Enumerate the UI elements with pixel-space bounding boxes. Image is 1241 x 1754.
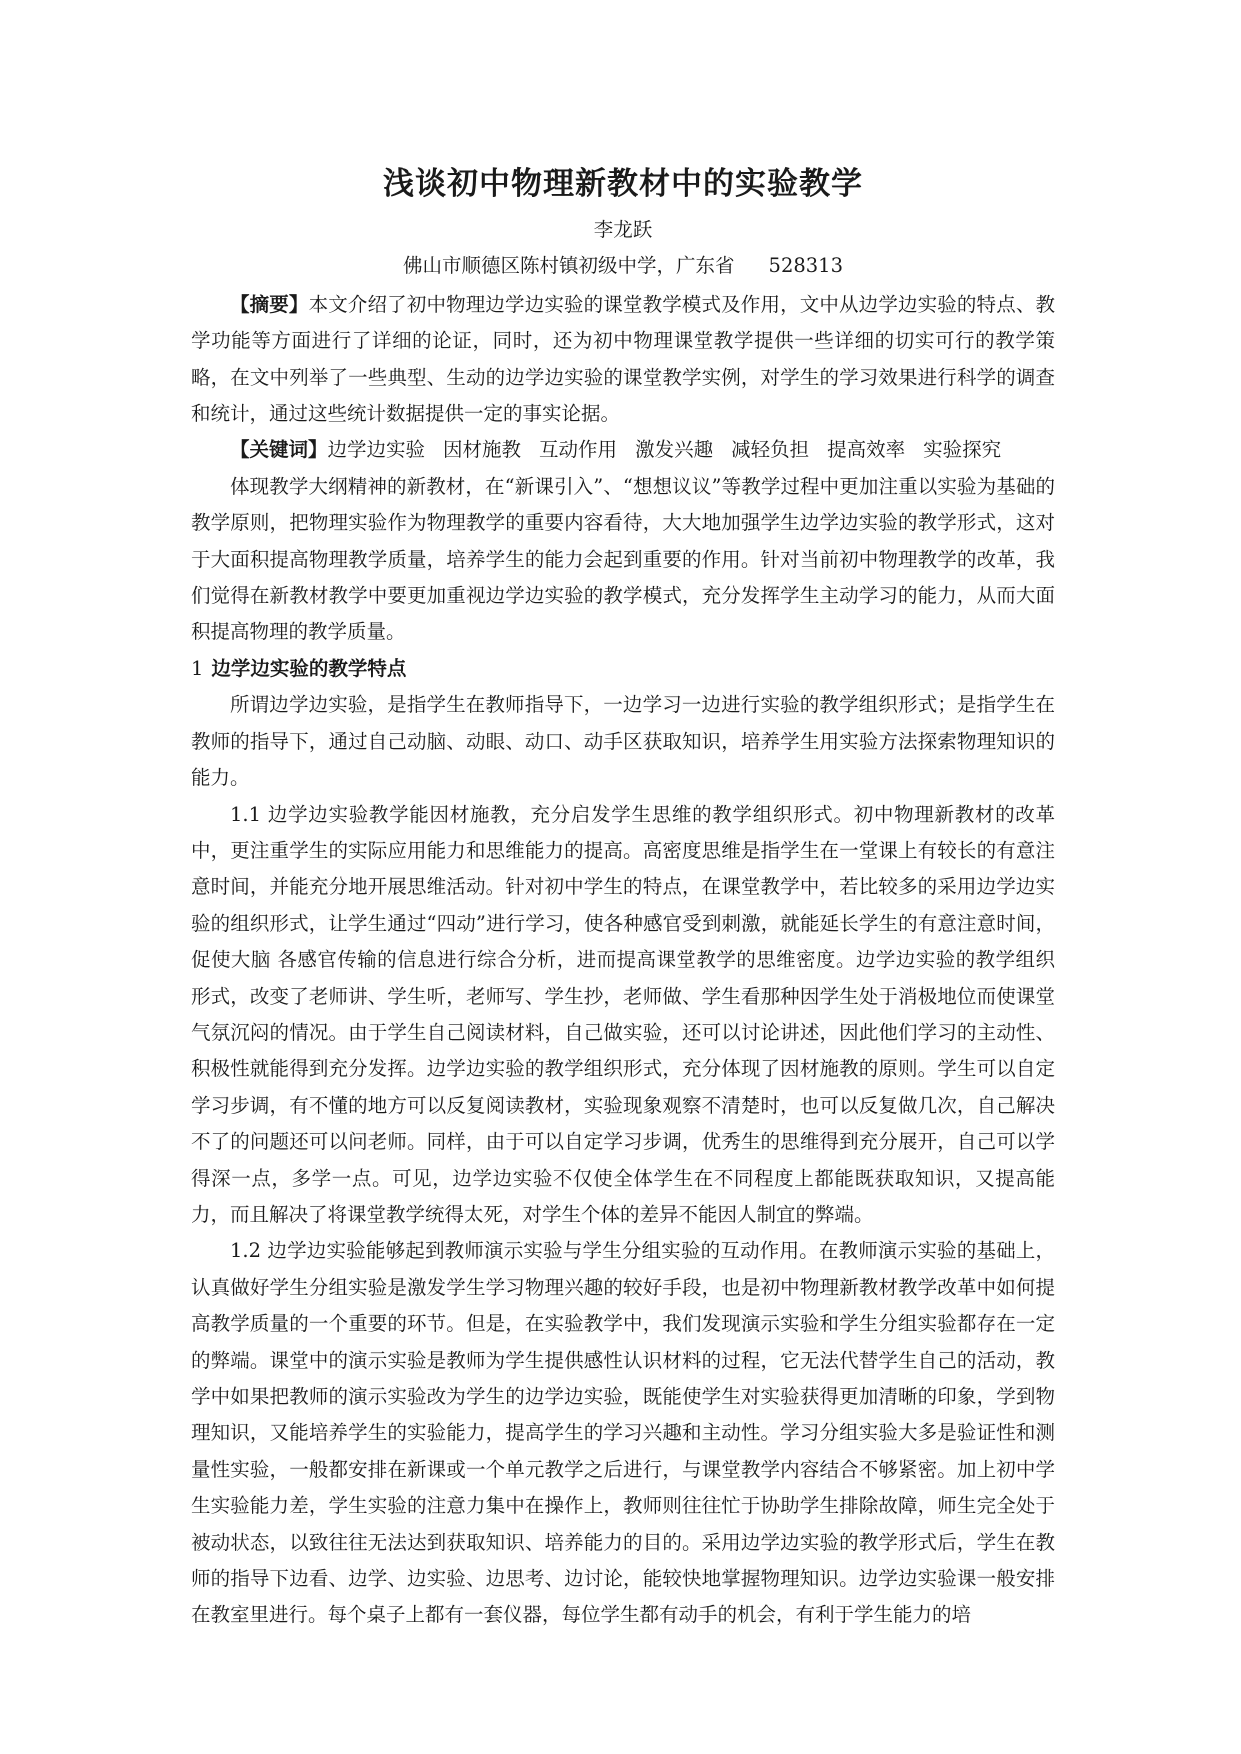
author-name: 李龙跃 — [593, 218, 653, 241]
subsection-1-2-paragraph: 1.2 边学边实验能够起到教师演示实验与学生分组实验的互动作用。在教师演示实验的基础上，认真做好学生分组实验是激发学生学习物理兴趣的较好手段，也是初中物理新教材教学改革中如何提高教学质量的一个重要的环节。但是，在实验教学中，我们发现演示实验和学生分组实验都存在一定的弊端。课堂中的演示实验是教师为学生提供感性认识材料的过程，它无法代替学生自己的活动，教学中如果把教师的演示实验改为学生的边学边实验，既能使学生对实验获得更加清晰的印象，学到物理知识，又能培养学生的实验能力，提高学生的学习兴趣和主动性。学习分组实验大多是验证性和测量性实验，一般都安排在新课或一个单元教学之后进行，与课堂教学内容结合不够紧密。加上初中学生实验能力差，学生实验的注意力集中在操作上，教师则往往忙于协助学生排除故障，师生完全处于被动状态，以致往往无法达到获取知识、培养能力的目的。采用边学边实验的教学形式后，学生在教师的指导下边看、边学、边实验、边思考、边讨论，能较快地掌握物理知识。边学边实验课一般安排在教室里进行。每个桌子上都有一套仪器，每位学生都有动手的机会，有利于学生能力的培 — [191, 1239, 1055, 1627]
intro-paragraph: 体现教学大纲精神的新教材，在“新课引入”、“想想议议”等教学过程中更加注重以实验为基础的教学原则，把物理实验作为物理教学的重要内容看待，大大地加强学生边学边实验的教学形式，这对于大面积提高物理教学质量，培养学生的能力会起到重要的作用。针对当前初中物理教学的改革，我们觉得在新教材教学中要更加重视边学边实验的教学模式，充分发挥学生主动学习的能力，从而大面积提高物理的教学质量。 — [191, 474, 1055, 644]
article-body — [191, 158, 1055, 1634]
abstract-paragraph — [191, 287, 1055, 433]
keyword-item: 提高效率 — [827, 438, 906, 462]
section-intro-paragraph: 所谓边学边实验，是指学生在教师指导下，一边学习一边进行实验的教学组织形式；是指学生在教师的指导下，通过自己动脑、动眼、动口、动手区获取知识，培养学生用实验方法探索物理知识的能力。 — [191, 693, 1055, 790]
abstract-label: 【摘要】 — [230, 292, 309, 316]
article-title: 浅谈初中物理新教材中的实验教学 — [383, 166, 863, 202]
keywords-label: 【关键词】 — [230, 438, 328, 462]
affiliation-postcode: 528313 — [768, 254, 843, 278]
keyword-item: 激发兴趣 — [635, 438, 714, 462]
keyword-item: 实验探究 — [923, 438, 1002, 462]
section-heading — [191, 651, 1055, 687]
section-number: 1 — [191, 656, 204, 680]
keyword-item: 互动作用 — [539, 438, 618, 462]
keywords-paragraph — [191, 432, 1055, 468]
abstract-text: 本文介绍了初中物理边学边实验的课堂教学模式及作用，文中从边学边实验的特点、教学功能等方面进行了详细的论证，同时，还为初中物理课堂教学提供一些详细的切实可行的教学策略，在文中列举了一些典型、生动的边学边实验的课堂教学实例，对学生的学习效果进行科学的调查和统计，通过这些统计数据提供一定的事实论据。 — [191, 292, 1055, 426]
keyword-item: 边学边实验 — [327, 438, 426, 462]
keyword-item: 减轻负担 — [731, 438, 810, 462]
section-title: 边学边实验的教学特点 — [211, 656, 407, 680]
author-affiliation — [191, 248, 1055, 284]
affiliation-name: 佛山市顺德区陈村镇初级中学，广东省 — [403, 254, 735, 278]
keyword-item: 因材施教 — [443, 438, 522, 462]
subsection-1-1-paragraph: 1.1 边学边实验教学能因材施教，充分启发学生思维的教学组织形式。初中物理新教材的改革中，更注重学生的实际应用能力和思维能力的提高。高密度思维是指学生在一堂课上有较长的有意注意时间，并能充分地开展思维活动。针对初中学生的特点，在课堂教学中，若比较多的采用边学边实验的组织形式，让学生通过“四动”进行学习，使各种感官受到刺激，就能延长学生的有意注意时间，促使大脑 各感官传输的信息进行综合分析，进而提高课堂教学的思维密度。边学边实验的教学组织形式，改变了老师讲、学生听，老师写、学生抄，老师做、学生看那种因学生处于消极地位而使课堂气氛沉闷的情况。由于学生自己阅读材料，自己做实验，还可以讨论讲述，因此他们学习的主动性、积极性就能得到充分发挥。边学边实验的教学组织形式，充分体现了因材施教的原则。学生可以自定学习步调，有不懂的地方可以反复阅读教材，实验现象观察不清楚时，也可以反复做几次，自己解决不了的问题还可以问老师。同样，由于可以自定学习步调，优秀生的思维得到充分展开，自己可以学得深一点，多学一点。可见，边学边实验不仅使全体学生在不同程度上都能既获取知识，又提高能力，而且解决了将课堂教学统得太死，对学生个体的差异不能因人制宜的弊端。 — [191, 802, 1055, 1226]
